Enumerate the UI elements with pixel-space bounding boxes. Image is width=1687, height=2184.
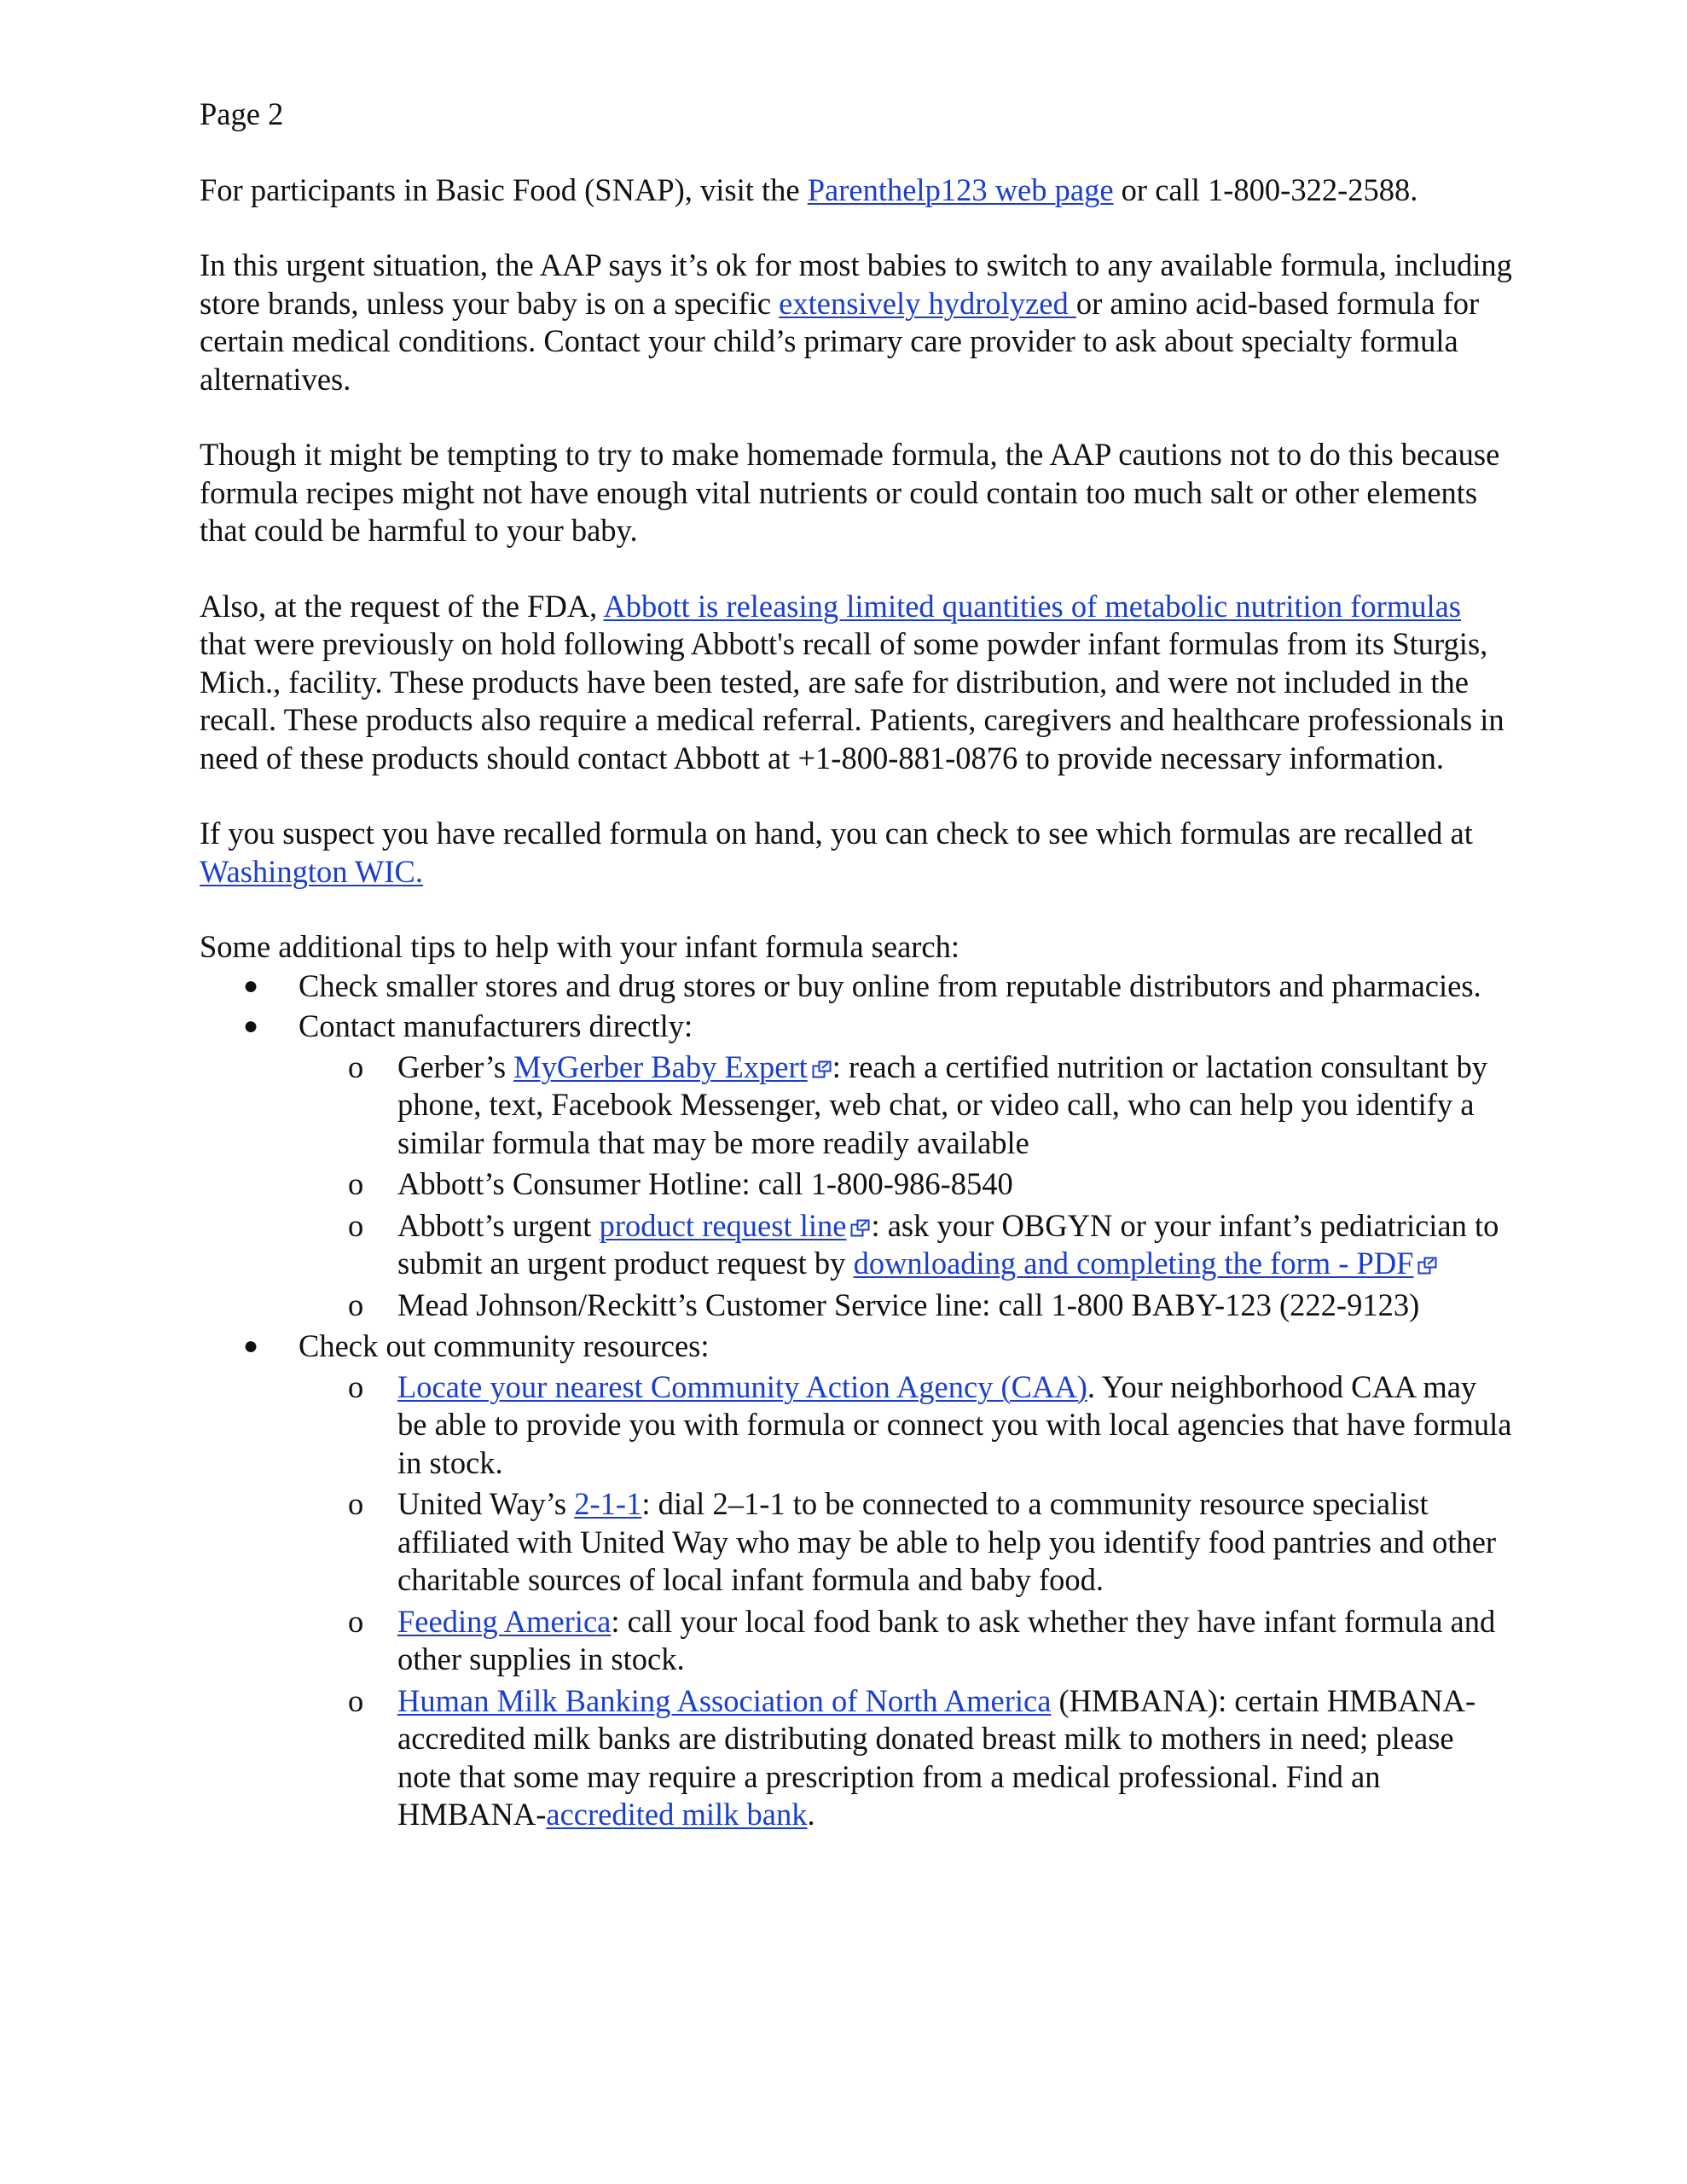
page-number: Page 2 — [200, 96, 284, 131]
text: For participants in Basic Food (SNAP), visit the — [200, 171, 808, 207]
sub-bullet-icon: o — [348, 1682, 364, 1718]
paragraph-snap — [200, 171, 1513, 210]
text: or amino acid-based formula for certain medical conditions. Contact your child’s primary care provider to ask about specialty formula alternatives. — [200, 285, 1480, 397]
sub-list-item — [200, 1368, 1513, 1483]
sub-bullet-icon: o — [348, 1166, 364, 1201]
paragraph-homemade-formula: Though it might be tempting to try to make homemade formula, the AAP cautions not to do this because formula recipes might not have enough vital nutrients or could contain too much salt or other elements that could be harmful to your baby. — [200, 437, 1500, 548]
text: Gerber’s — [397, 1048, 514, 1084]
feeding-america-link[interactable]: Feeding America — [397, 1603, 612, 1639]
text: United Way’s — [397, 1486, 575, 1521]
sub-bullet-icon: o — [348, 1287, 364, 1322]
sub-bullet-icon: o — [348, 1207, 364, 1243]
document-page — [200, 96, 1513, 1838]
text: (HMBANA): certain HMBANA-accredited milk banks are distributing donated breast milk to mothers in need; please note that some may require a prescription from a medical professional. Find an HMBANA- — [397, 1682, 1476, 1832]
external-link-icon — [850, 1219, 871, 1238]
text: Check out community resources: — [299, 1328, 710, 1363]
sub-list-item — [200, 1048, 1513, 1163]
text: Check smaller stores and drug stores or buy online from reputable distributors and pharmacies. — [299, 967, 1481, 1003]
text: Abbott’s Consumer Hotline: call 1-800-986-8540 — [397, 1166, 1013, 1201]
text: or call 1-800-322-2588. — [1113, 171, 1418, 207]
bullet-icon: ● — [243, 1332, 259, 1360]
sub-list-item — [200, 1287, 1513, 1325]
sub-list-item — [200, 1207, 1513, 1283]
accredited-milk-bank-link[interactable]: accredited milk bank — [546, 1797, 808, 1832]
extensively-hydrolyzed-link[interactable]: extensively hydrolyzed — [779, 285, 1076, 321]
text: : ask your OBGYN or your infant’s pediatrician to submit an urgent product request by — [397, 1207, 1499, 1281]
mygerber-link[interactable]: MyGerber Baby Expert — [513, 1048, 808, 1084]
list-item — [200, 967, 1513, 1006]
paragraph-abbott-release — [200, 588, 1513, 778]
tips-intro: Some additional tips to help with your infant formula search: — [200, 929, 960, 964]
product-request-link[interactable]: product request line — [599, 1207, 847, 1243]
abbott-release-link[interactable]: Abbott is releasing limited quantities of metabolic nutrition formulas — [603, 588, 1462, 624]
bullet-icon: ● — [243, 971, 259, 1000]
hmbana-link[interactable]: Human Milk Banking Association of North America — [397, 1682, 1052, 1718]
list-item — [200, 1327, 1513, 1834]
text: If you suspect you have recalled formula on hand, you can check to see which formulas are recalled at — [200, 816, 1473, 851]
sub-bullet-icon: o — [348, 1603, 364, 1639]
caa-link[interactable]: Locate your nearest Community Action Agency (CAA) — [397, 1368, 1087, 1404]
sub-list-item — [200, 1603, 1513, 1679]
sub-list-item — [200, 1682, 1513, 1834]
text: . — [807, 1797, 815, 1832]
bullet-icon: ● — [243, 1012, 259, 1040]
text: that were previously on hold following Abbott's recall of some powder infant formulas from its Sturgis, Mich., facility. These products have been tested, are safe for distribution, and were not included in the recall. These products also require a medical referral. Patients, caregivers and healthcare professionals in need of these products should contact Abbott at +1-800-881-0876 to provide necessary information. — [200, 626, 1504, 775]
text: In this urgent situation, the AAP says it’s ok for most babies to switch to any available formula, including store brands, unless your baby is on a specific — [200, 247, 1512, 321]
sub-list — [299, 1368, 1513, 1834]
sub-bullet-icon: o — [348, 1048, 364, 1084]
text: Contact manufacturers directly: — [299, 1008, 693, 1043]
download-form-link[interactable]: downloading and completing the form - PDF — [853, 1246, 1414, 1281]
text: : reach a certified nutrition or lactation consultant by phone, text, Facebook Messenger, web chat, or video call, who can help you identify a similar formula that may be more readily available — [397, 1048, 1488, 1160]
external-link-icon — [1417, 1257, 1438, 1275]
text: : dial 2–1-1 to be connected to a community resource specialist affiliated with United Way who may be able to help you identify food pantries and other charitable sources of local infant formula and baby food. — [397, 1486, 1497, 1597]
list-item — [200, 1008, 1513, 1324]
211-link[interactable]: 2-1-1 — [574, 1486, 642, 1521]
text: Also, at the request of the FDA, — [200, 588, 604, 624]
text: Mead Johnson/Reckitt’s Customer Service line: call 1-800 BABY-123 (222-9123) — [397, 1287, 1420, 1322]
sub-bullet-icon: o — [348, 1368, 364, 1404]
text: . Your neighborhood CAA may be able to provide you with formula or connect you with local agencies that have formula in stock. — [397, 1368, 1512, 1480]
parenthelp-link[interactable]: Parenthelp123 web page — [807, 171, 1114, 207]
external-link-icon — [812, 1060, 832, 1079]
tips-list — [200, 967, 1513, 1834]
text: Abbott’s urgent — [397, 1207, 600, 1243]
washington-wic-link[interactable]: Washington WIC. — [200, 853, 424, 889]
sub-bullet-icon: o — [348, 1486, 364, 1521]
text: : call your local food bank to ask whether they have infant formula and other supplies in stock. — [397, 1603, 1496, 1676]
sub-list-item — [200, 1485, 1513, 1600]
sub-list — [299, 1048, 1513, 1325]
paragraph-aap-switch — [200, 247, 1513, 398]
paragraph-recalled-formula — [200, 815, 1513, 891]
sub-list-item — [200, 1165, 1513, 1204]
